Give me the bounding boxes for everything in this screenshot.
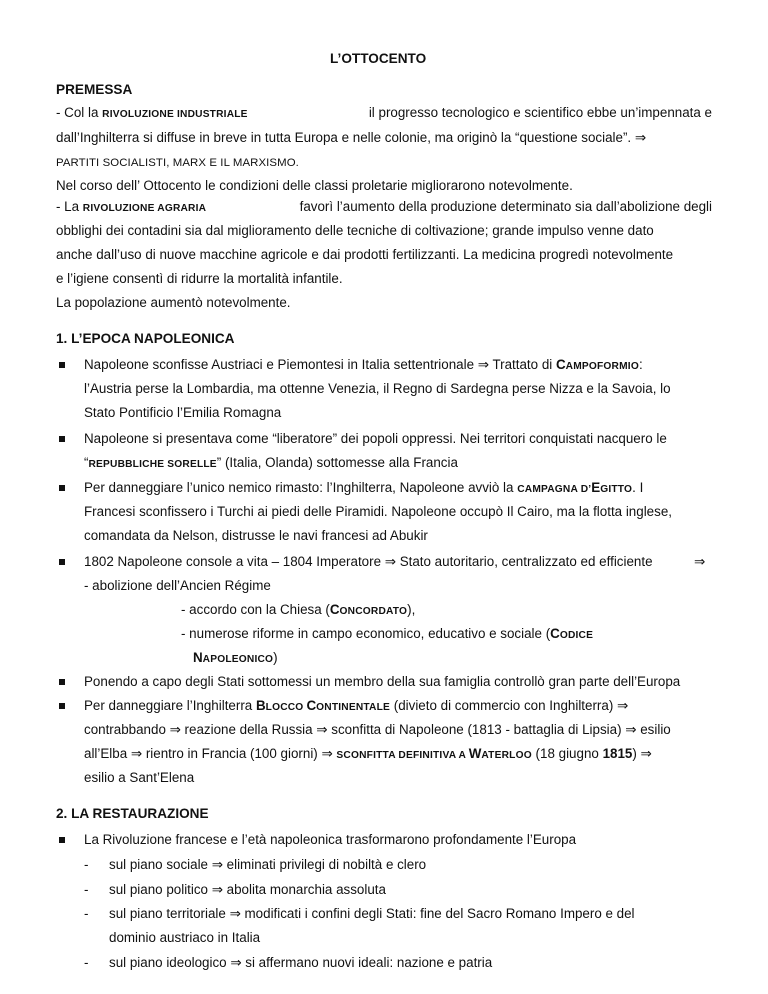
premessa-heading: PREMESSA	[56, 82, 133, 97]
bullet-icon	[59, 485, 65, 491]
sec2-item: sul piano sociale ⇒ eliminati privilegi di nobiltà e clero	[109, 857, 427, 872]
sec1-b3-line1: Per danneggiare l’unico nemico rimasto: l’Inghilterra, Napoleone avviò la CAMPAGNA D’EGITTO. I	[84, 480, 644, 495]
sec2-item-continuation: dominio austriaco in Italia	[109, 930, 261, 945]
sec2-item: sul piano ideologico ⇒ si affermano nuovi ideali: nazione e patria	[109, 955, 493, 970]
sec1-b1-line3: Stato Pontificio l’Emilia Romagna	[84, 405, 282, 420]
sec2-b1: La Rivoluzione francese e l’età napoleonica trasformarono profondamente l’Europa	[84, 832, 577, 847]
sec2-item: sul piano territoriale ⇒ modificati i confini degli Stati: fine del Sacro Romano Impero e del	[109, 906, 635, 921]
premessa-p3-line3: anche dall’uso di nuove macchine agricole e dai prodotti fertilizzanti. La medicina progredì notevolmente	[56, 247, 674, 262]
bullet-icon	[59, 436, 65, 442]
sec1-b6-line2: contrabbando ⇒ reazione della Russia ⇒ sconfitta di Napoleone (1813 - battaglia di Lipsia) ⇒ esilio	[84, 722, 671, 737]
dash-marker: -	[84, 955, 89, 970]
premessa-p4: La popolazione aumentò notevolmente.	[56, 295, 291, 310]
sec1-b2-line2: “REPUBBLICHE SORELLE” (Italia, Olanda) sottomesse alla Francia	[84, 455, 458, 470]
premessa-p3-line2: obblighi dei contadini sia dal miglioramento delle tecniche di coltivazione; grande impulso venne dato	[56, 223, 654, 238]
premessa-p3-line1: - La RIVOLUZIONE AGRARIA favorì l’aumento della produzione determinato sia dall’abolizione degli	[56, 199, 712, 214]
sec1-b3-line3: comandata da Nelson, distrusse le navi francesi ad Abukir	[84, 528, 428, 543]
bullet-icon	[59, 679, 65, 685]
sec1-b4-line3: - accordo con la Chiesa (CONCORDATO),	[181, 602, 416, 617]
sec1-b1-line1: Napoleone sconfisse Austriaci e Piemontesi in Italia settentrionale ⇒ Trattato di CAMPOFORMIO:	[84, 357, 643, 372]
sec1-b6-line3: all’Elba ⇒ rientro in Francia (100 giorni) ⇒ SCONFITTA DEFINITIVA A WATERLOO (18 giugno 1815) ⇒	[84, 746, 652, 761]
sec1-b1-line2: l’Austria perse la Lombardia, ma ottenne Venezia, il Regno di Sardegna perse Nizza e la Savoia, lo	[84, 381, 671, 396]
section-2-heading: 2. LA RESTAURAZIONE	[56, 806, 209, 821]
premessa-p3-line4: e l’igiene consentì di ridurre la mortalità infantile.	[56, 271, 343, 286]
sec1-b4-arrow: ⇒	[694, 554, 706, 569]
bullet-icon	[59, 837, 65, 843]
premessa-p1-line1: - Col la RIVOLUZIONE INDUSTRIALE il progresso tecnologico e scientifico ebbe un’impennata e	[56, 105, 712, 120]
sec1-b4-line4: - numerose riforme in campo economico, educativo e sociale (CODICE	[181, 626, 594, 641]
dash-marker: -	[84, 906, 89, 921]
bullet-icon	[59, 559, 65, 565]
sec1-b4-line2: - abolizione dell’Ancien Régime	[84, 578, 271, 593]
sec1-b6-line1: Per danneggiare l’Inghilterra BLOCCO CONTINENTALE (divieto di commercio con Inghilterra) ⇒	[84, 698, 629, 713]
sec1-b4-line5: NAPOLEONICO)	[193, 650, 278, 665]
sec1-b6-line4: esilio a Sant’Elena	[84, 770, 195, 785]
dash-marker: -	[84, 857, 89, 872]
premessa-p1-line3: PARTITI SOCIALISTI, MARX E IL MARXISMO.	[56, 157, 299, 169]
dash-marker: -	[84, 882, 89, 897]
sec1-b4-line1: 1802 Napoleone console a vita – 1804 Imperatore ⇒ Stato autoritario, centralizzato ed efficiente	[84, 554, 653, 569]
bullet-icon	[59, 362, 65, 368]
sec1-b2-line1: Napoleone si presentava come “liberatore” dei popoli oppressi. Nei territori conquistati nacquero le	[84, 431, 667, 446]
bullet-icon	[59, 703, 65, 709]
sec1-b5: Ponendo a capo degli Stati sottomessi un membro della sua famiglia controllò gran parte dell’Europa	[84, 674, 681, 689]
sec1-b3-line2: Francesi sconfissero i Turchi ai piedi delle Piramidi. Napoleone occupò Il Cairo, ma la flotta inglese,	[84, 504, 672, 519]
document-title: L’OTTOCENTO	[330, 51, 427, 66]
premessa-p1-line2: dall’Inghilterra si diffuse in breve in tutta Europa e nelle colonie, ma originò la “questione sociale”. ⇒	[56, 130, 647, 145]
premessa-p2: Nel corso dell’ Ottocento le condizioni delle classi proletarie migliorarono notevolmente.	[56, 178, 573, 193]
section-1-heading: 1. L’EPOCA NAPOLEONICA	[56, 331, 235, 346]
sec2-item: sul piano politico ⇒ abolita monarchia assoluta	[109, 882, 386, 897]
